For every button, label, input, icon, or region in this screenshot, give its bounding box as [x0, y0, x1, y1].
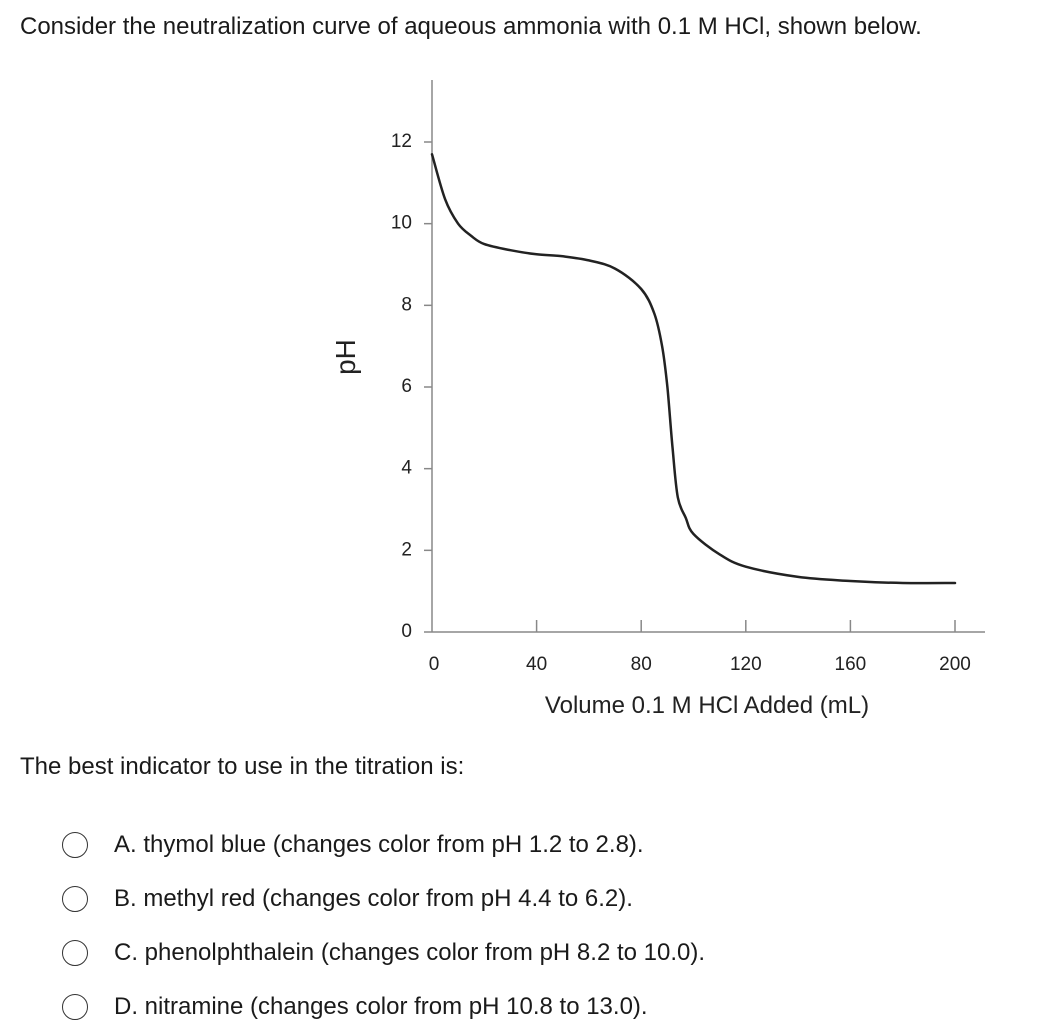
option-d-label: D. nitramine (changes color from pH 10.8 to 13.0).: [114, 993, 648, 1020]
x-tick-label: 40: [526, 654, 548, 675]
radio-button-a[interactable]: [62, 832, 88, 858]
radio-button-d[interactable]: [62, 994, 88, 1020]
option-a[interactable]: [62, 818, 705, 872]
y-tick-label: 10: [390, 212, 412, 234]
question-text: Consider the neutralization curve of aqueous ammonia with 0.1 M HCl, shown below.: [20, 13, 922, 40]
y-axis: [391, 80, 432, 642]
option-b[interactable]: [62, 872, 705, 926]
x-tick-label: 120: [729, 654, 762, 675]
y-tick-label: 0: [401, 621, 412, 643]
titration-curve-group: [432, 154, 955, 583]
option-c-label: C. phenolphthalein (changes color from pH 8.2 to 10.0).: [114, 939, 706, 966]
y-tick-label: 6: [401, 376, 412, 398]
x-tick-label: 80: [630, 654, 652, 675]
prompt-text: The best indicator to use in the titration is:: [20, 753, 465, 780]
radio-button-c[interactable]: [62, 940, 88, 966]
x-axis: [429, 620, 985, 675]
option-c[interactable]: [62, 926, 705, 980]
y-tick-label: 12: [390, 131, 412, 153]
y-tick-label: 8: [401, 294, 412, 316]
option-a-label: A. thymol blue (changes color from pH 1.2 to 2.8).: [114, 831, 644, 858]
option-b-label: B. methyl red (changes color from pH 4.4 to 6.2).: [114, 885, 633, 912]
x-tick-label: 160: [834, 654, 867, 675]
answer-options: [62, 818, 705, 1034]
radio-button-b[interactable]: [62, 886, 88, 912]
y-axis-title: pH: [330, 339, 361, 375]
titration-curve-line: [432, 154, 955, 583]
y-tick-label: 4: [401, 457, 412, 479]
x-tick-label: 0: [428, 654, 440, 675]
y-tick-label: 2: [401, 539, 412, 561]
x-tick-label: 200: [939, 654, 971, 675]
x-axis-title: Volume 0.1 M HCl Added (mL): [544, 692, 870, 719]
